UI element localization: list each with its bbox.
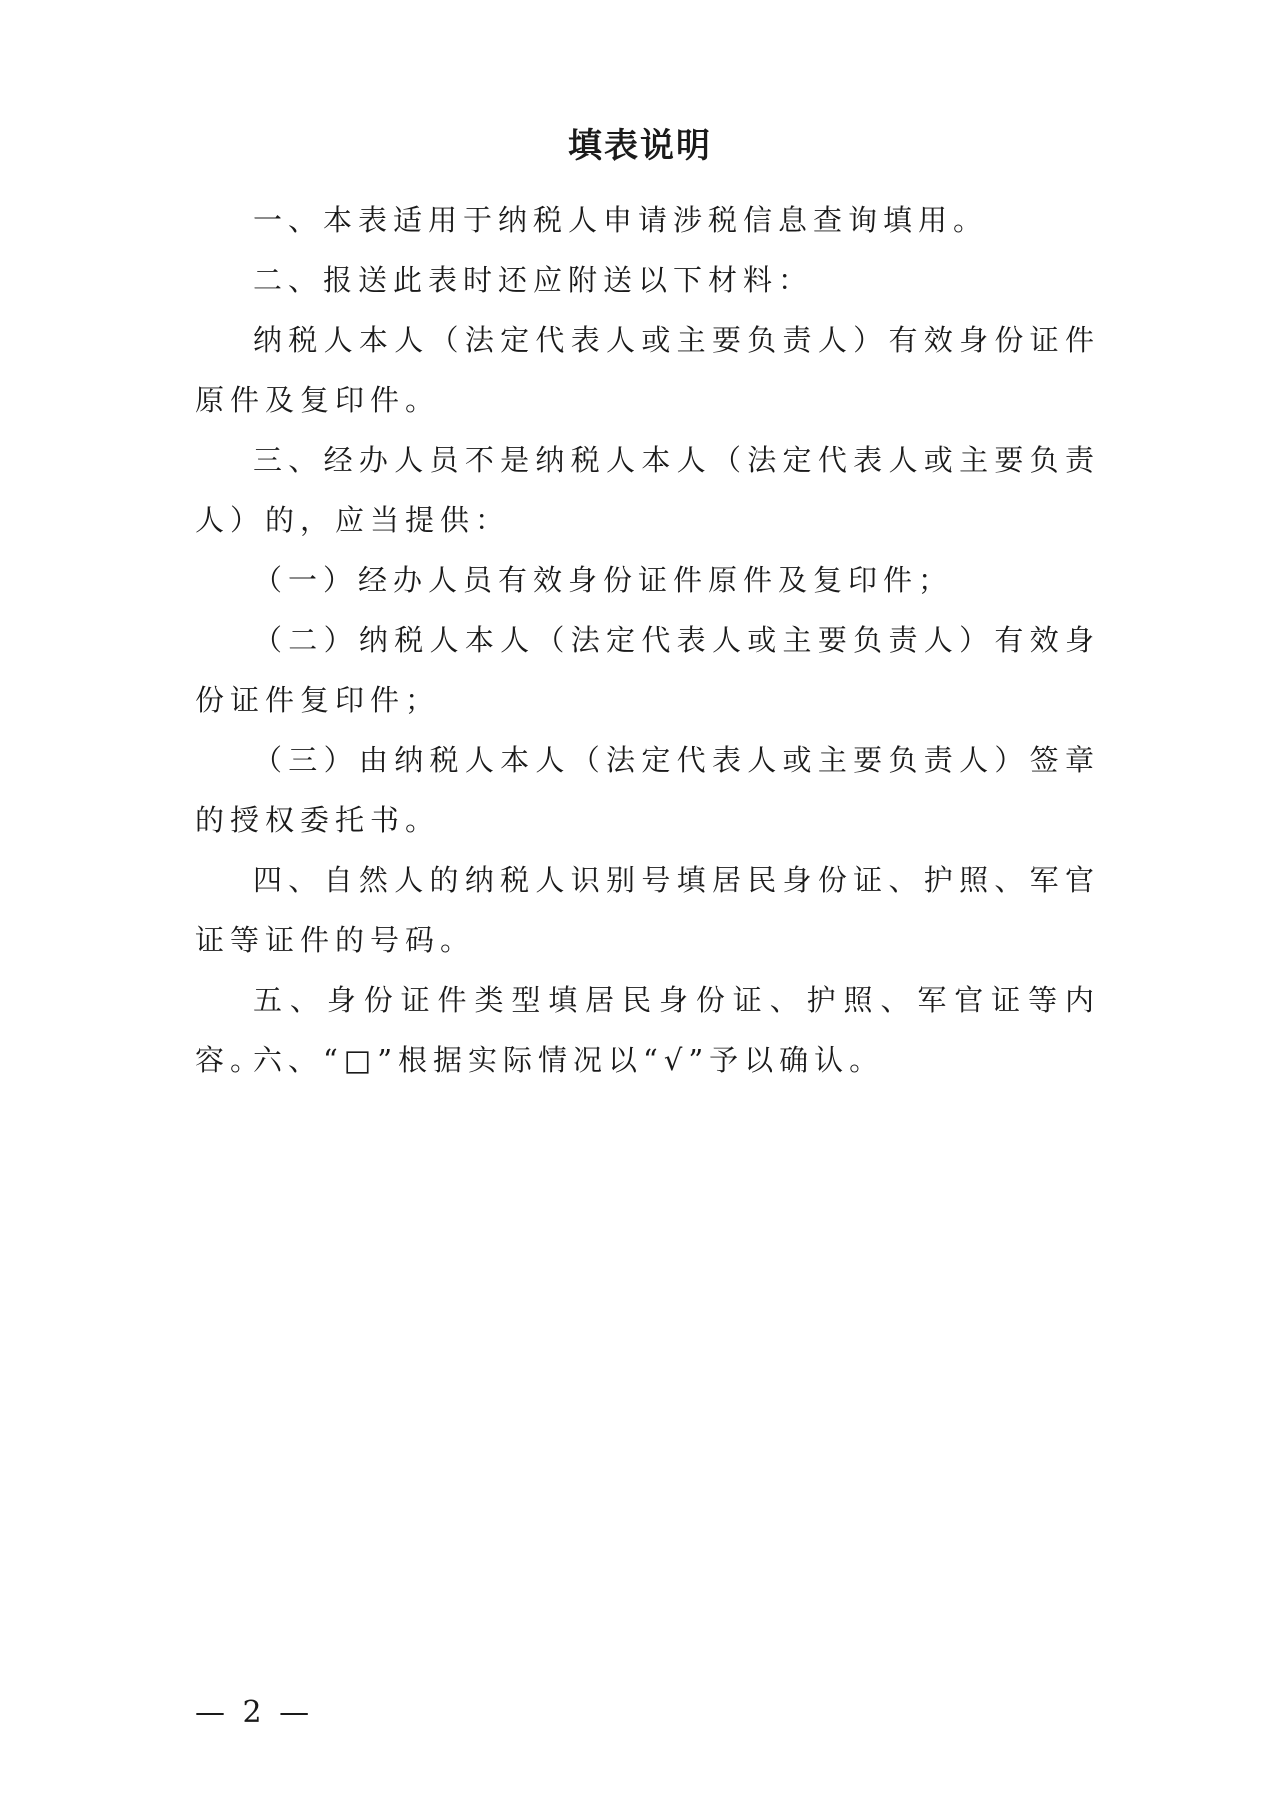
instruction-paragraph-3: 纳税人本人（法定代表人或主要负责人）有效身份证件原件及复印件。 (195, 323, 1100, 417)
instruction-paragraph-7: （三）由纳税人本人（法定代表人或主要负责人）签章的授权委托书。 (195, 743, 1100, 837)
instruction-paragraph-8: 四、自然人的纳税人识别号填居民身份证、护照、军官证等证件的号码。 (195, 863, 1100, 957)
instruction-paragraph-2: 二、报送此表时还应附送以下材料： (253, 263, 814, 297)
page-title: 填表说明 (568, 126, 712, 166)
page-number: — 2 — (195, 1695, 314, 1730)
instruction-paragraph-4: 三、经办人员不是纳税人本人（法定代表人或主要负责人）的，应当提供： (195, 443, 1100, 537)
instruction-paragraph-10: 六、“□”根据实际情况以“√”予以确认。 (253, 1043, 885, 1077)
instruction-paragraph-1: 一、本表适用于纳税人申请涉税信息查询填用。 (253, 203, 989, 237)
instruction-paragraph-6: （二）纳税人本人（法定代表人或主要负责人）有效身份证件复印件； (195, 623, 1100, 717)
instruction-paragraph-5: （一）经办人员有效身份证件原件及复印件； (253, 563, 954, 597)
instruction-paragraph-9: 五、身份证件类型填居民身份证、护照、军官证等内容。 (195, 983, 1100, 1077)
